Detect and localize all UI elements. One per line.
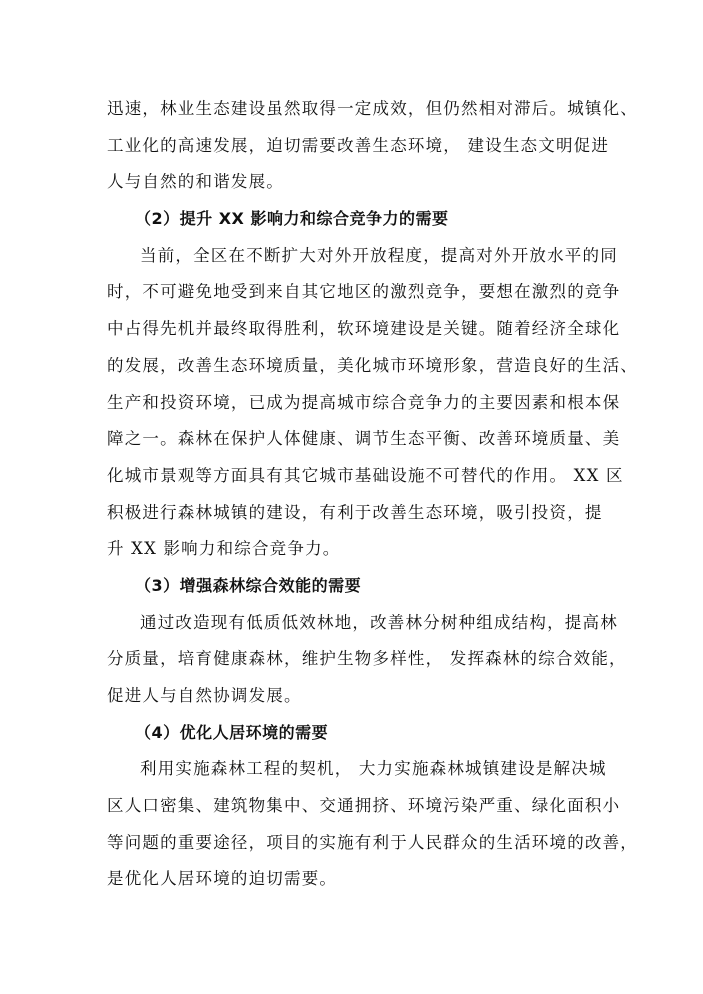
paragraph-4-line-2: 区人口密集、建筑物集中、交通拥挤、环境污染严重、绿化面积小 — [107, 796, 621, 816]
paragraph-2-line-1: 当前，全区在不断扩大对外开放程度，提高对外开放水平的同 — [140, 245, 618, 265]
paragraph-1-line-2: 工业化的高速发展，迫切需要改善生态环境， 建设生态文明促进 — [107, 135, 610, 155]
paragraph-1-line-3: 人与自然的和谐发展。 — [107, 172, 284, 192]
document-body — [107, 91, 638, 898]
paragraph-2-line-6: 障之一。森林在保护人体健康、调节生态平衡、改善环境质量、美 — [107, 429, 621, 449]
section-heading-2: （2）提升 XX 影响力和综合竞争力的需要 — [135, 209, 449, 229]
paragraph-4-line-1: 利用实施森林工程的契机， 大力实施森林城镇建设是解决城 — [140, 759, 607, 779]
paragraph-2-line-9: 升 XX 影响力和综合竞争力。 — [107, 539, 341, 559]
paragraph-2-line-2: 时，不可避免地受到来自其它地区的激烈竞争，要想在激烈的竞争 — [107, 282, 621, 302]
paragraph-2-line-4: 的发展，改善生态环境质量，美化城市环境形象，营造良好的生活、 — [107, 355, 638, 375]
paragraph-4-line-3: 等问题的重要途径，项目的实施有利于人民群众的生活环境的改善， — [107, 832, 638, 852]
section-heading-4: （4）优化人居环境的需要 — [135, 722, 329, 742]
paragraph-2-line-7: 化城市景观等方面具有其它城市基础设施不可替代的作用。 XX 区 — [107, 465, 624, 485]
paragraph-1-line-1: 迅速，林业生态建设虽然取得一定成效，但仍然相对滞后。城镇化、 — [107, 99, 638, 118]
paragraph-3-line-1: 通过改造现有低质低效林地，改善林分树种组成结构，提高林 — [140, 612, 618, 632]
paragraph-2-line-8: 积极进行森林城镇的建设，有利于改善生态环境，吸引投资，提 — [107, 502, 603, 522]
paragraph-2-line-5: 生产和投资环境，已成为提高城市综合竞争力的主要因素和根本保 — [107, 392, 621, 412]
paragraph-2-line-3: 中占得先机并最终取得胜利，软环境建设是关键。随着经济全球化 — [107, 319, 621, 339]
paragraph-4-line-4: 是优化人居环境的迫切需要。 — [107, 869, 338, 889]
section-heading-3: （3）增强森林综合效能的需要 — [135, 575, 362, 595]
paragraph-3-line-3: 促进人与自然协调发展。 — [107, 686, 302, 705]
paragraph-3-line-2: 分质量，培育健康森林，维护生物多样性， 发挥森林的综合效能， — [107, 649, 627, 669]
